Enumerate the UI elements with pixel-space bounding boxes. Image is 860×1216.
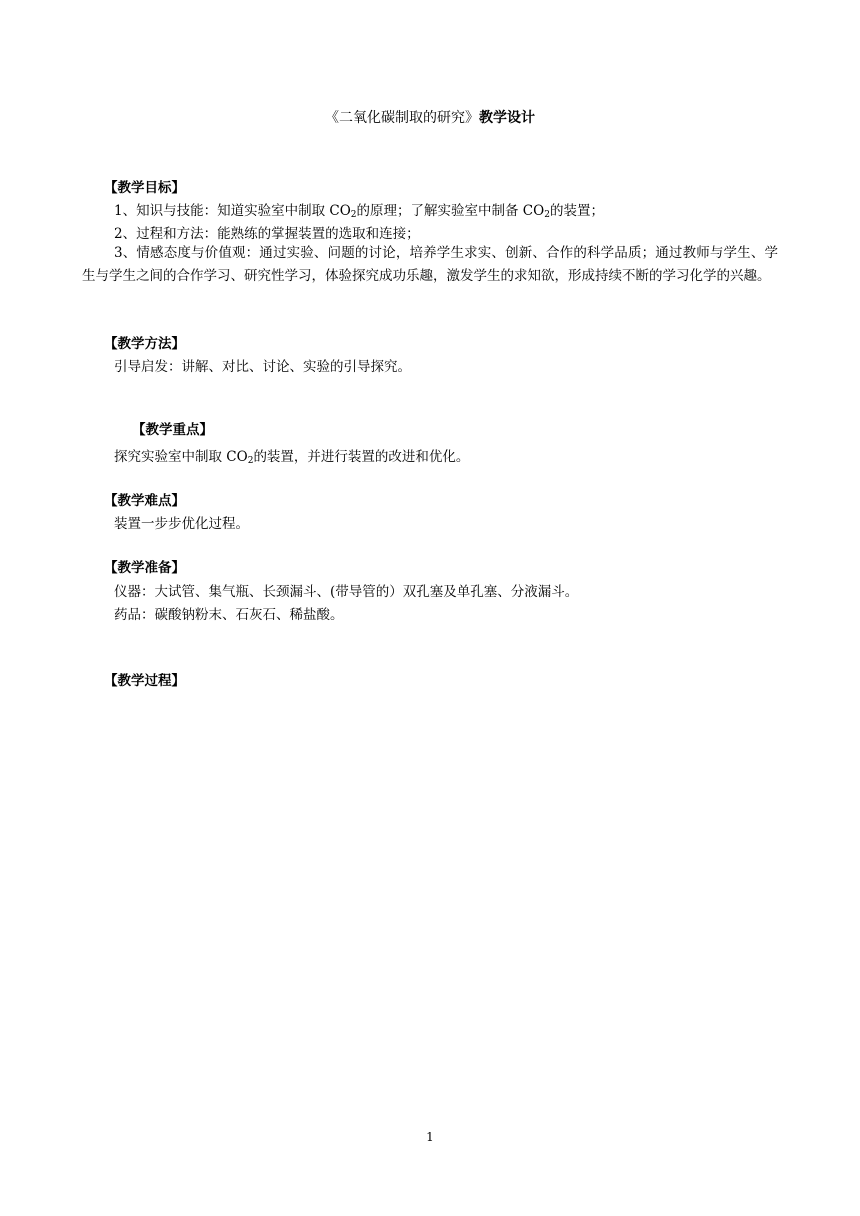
- preparation-heading: 【教学准备】: [104, 560, 185, 576]
- objective-item-2: 2、过程和方法：能熟练的掌握装置的选取和连接；: [114, 226, 420, 242]
- title-suffix: 教学设计: [479, 110, 535, 126]
- page-number: 1: [426, 1130, 434, 1144]
- objectives-heading: 【教学目标】: [104, 180, 185, 196]
- difficulties-text: 装置一步步优化过程。: [114, 516, 249, 532]
- objective-item-1: 1、知识与技能：知道实验室中制取 $CO_2$的原理；了解实验室中制备 $CO_2$的装置；: [114, 203, 604, 220]
- preparation-reagents: 药品：碳酸钠粉末、石灰石、稀盐酸。: [114, 607, 344, 623]
- title-main: 《二氧化碳制取的研究》: [325, 110, 479, 126]
- key-points-heading: 【教学重点】: [132, 422, 213, 438]
- difficulties-heading: 【教学难点】: [104, 493, 185, 509]
- document-title: [0, 107, 860, 127]
- key-points-text: 探究实验室中制取 $CO_2$的装置，并进行装置的改进和优化。: [114, 449, 470, 466]
- process-heading: 【教学过程】: [104, 673, 185, 689]
- methods-heading: 【教学方法】: [104, 336, 185, 352]
- objective-item-3: 3、情感态度与价值观：通过实验、问题的讨论，培养学生求实、创新、合作的科学品质；通过教师与学生、学生与学生之间的合作学习、研究性学习，体验探究成功乐趣，激发学生的求知欲，形成持续不断的学习化学的兴趣。: [82, 245, 778, 284]
- preparation-instruments: 仪器：大试管、集气瓶、长颈漏斗、(带导管的）双孔塞及单孔塞、分液漏斗。: [114, 584, 579, 600]
- methods-text: 引导启发：讲解、对比、讨论、实验的引导探究。: [114, 359, 411, 375]
